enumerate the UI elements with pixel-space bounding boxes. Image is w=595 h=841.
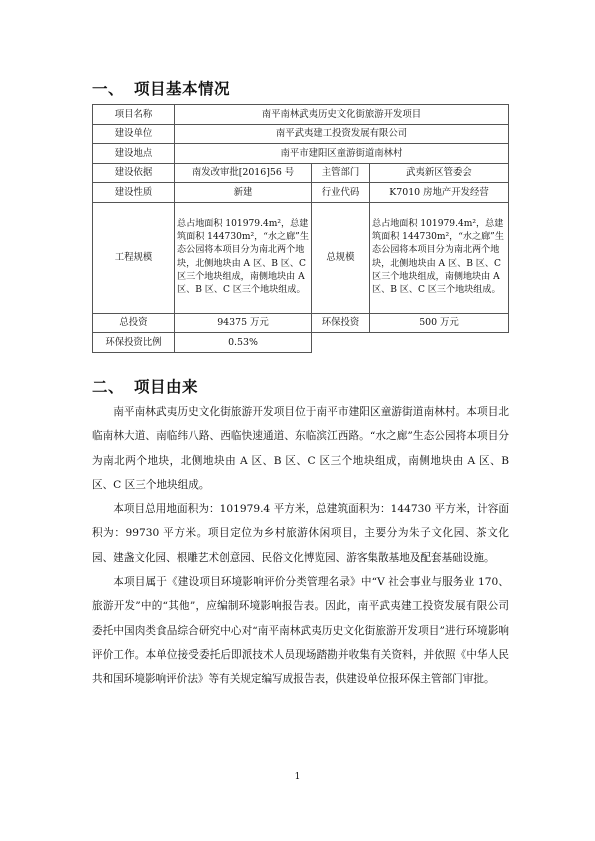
- table-row: [93, 333, 509, 353]
- nature-label: 建设性质: [93, 183, 175, 203]
- env-investment-value: 500 万元: [370, 313, 509, 333]
- scale-label: 工程规模: [93, 202, 175, 313]
- location-value: 南平市建阳区童游街道南林村: [175, 144, 509, 164]
- env-investment-label: 环保投资: [312, 313, 370, 333]
- section-heading-project-origin: [92, 375, 198, 397]
- table-row: [93, 202, 509, 313]
- env-ratio-value: 0.53%: [175, 333, 312, 353]
- table-row: [93, 144, 509, 164]
- empty-cell: [312, 333, 370, 353]
- page-number: 1: [294, 772, 301, 782]
- env-ratio-label: 环保投资比例: [93, 333, 175, 353]
- section-number: 二、: [92, 378, 125, 396]
- builder-label: 建设单位: [93, 124, 175, 144]
- section-heading-basic-info: [92, 77, 230, 99]
- paragraph: 南平南林武夷历史文化街旅游开发项目位于南平市建阳区童游街道南林村。本项目北临南林大道、南临纬八路、西临快速通道、东临滨江西路。“水之廊”生态公园将本项目分为南北两个地块，北侧地块由 A 区、B 区、C 区三个地块组成，南侧地块由 A 区、B 区、C 区三个地块组成。: [92, 406, 509, 491]
- industry-value: K7010 房地产开发经营: [370, 183, 509, 203]
- table-row: [93, 124, 509, 144]
- project-info-table: [92, 104, 509, 353]
- investment-value: 94375 万元: [175, 313, 312, 333]
- project-name-value: 南平南林武夷历史文化街旅游开发项目: [175, 105, 509, 125]
- project-name-label: 项目名称: [93, 105, 175, 125]
- section-title: 项目由来: [134, 378, 199, 396]
- industry-label: 行业代码: [312, 183, 370, 203]
- dept-label: 主管部门: [312, 163, 370, 183]
- paragraph: 本项目总用地面积为：101979.4 平方米，总建筑面积为：144730 平方米，计容面积为：99730 平方米。项目定位为乡村旅游休闲项目，主要分为朱子文化园、茶文化园、建盏文化园、根雕艺术创意园、民俗文化博览园、游客集散基地及配套基础设施。: [92, 503, 509, 564]
- scale-value: 总占地面积 101979.4m²，总建筑面积 144730m²，“水之廊”生态公园将本项目分为南北两个地块，北侧地块由 A 区、B 区、C 区三个地块组成，南侧地块由 A 区、B 区、C 区三个地块组成。: [175, 202, 312, 313]
- body-text: [92, 400, 509, 692]
- table-row: [93, 163, 509, 183]
- empty-cell: [370, 333, 509, 353]
- table-row: [93, 183, 509, 203]
- total-scale-label: 总规模: [312, 202, 370, 313]
- location-label: 建设地点: [93, 144, 175, 164]
- investment-label: 总投资: [93, 313, 175, 333]
- table-row: [93, 313, 509, 333]
- section-number: 一、: [92, 80, 125, 98]
- basis-value: 南发改审批[2016]56 号: [175, 163, 312, 183]
- basis-label: 建设依据: [93, 163, 175, 183]
- nature-value: 新建: [175, 183, 312, 203]
- paragraph: 本项目属于《建设项目环境影响评价分类管理名录》中“V 社会事业与服务业 170、旅游开发”中的“其他”，应编制环境影响报告表。因此，南平武夷建工投资发展有限公司委托中国肉类食品综合研究中心对“南平南林武夷历史文化街旅游开发项目”进行环境影响评价工作。本单位接受委托后即派技术人员现场踏勘并收集有关资料，并依照《中华人民共和国环境影响评价法》等有关规定编写成报告表，供建设单位报环保主管部门审批。: [92, 576, 509, 686]
- table-row: [93, 105, 509, 125]
- section-title: 项目基本情况: [134, 80, 231, 98]
- builder-value: 南平武夷建工投资发展有限公司: [175, 124, 509, 144]
- total-scale-value: 总占地面积 101979.4m²，总建筑面积 144730m²，“水之廊”生态公园将本项目分为南北两个地块，北侧地块由 A 区、B 区、C 区三个地块组成，南侧地块由 A 区、B 区、C 区三个地块组成。: [370, 202, 509, 313]
- dept-value: 武夷新区管委会: [370, 163, 509, 183]
